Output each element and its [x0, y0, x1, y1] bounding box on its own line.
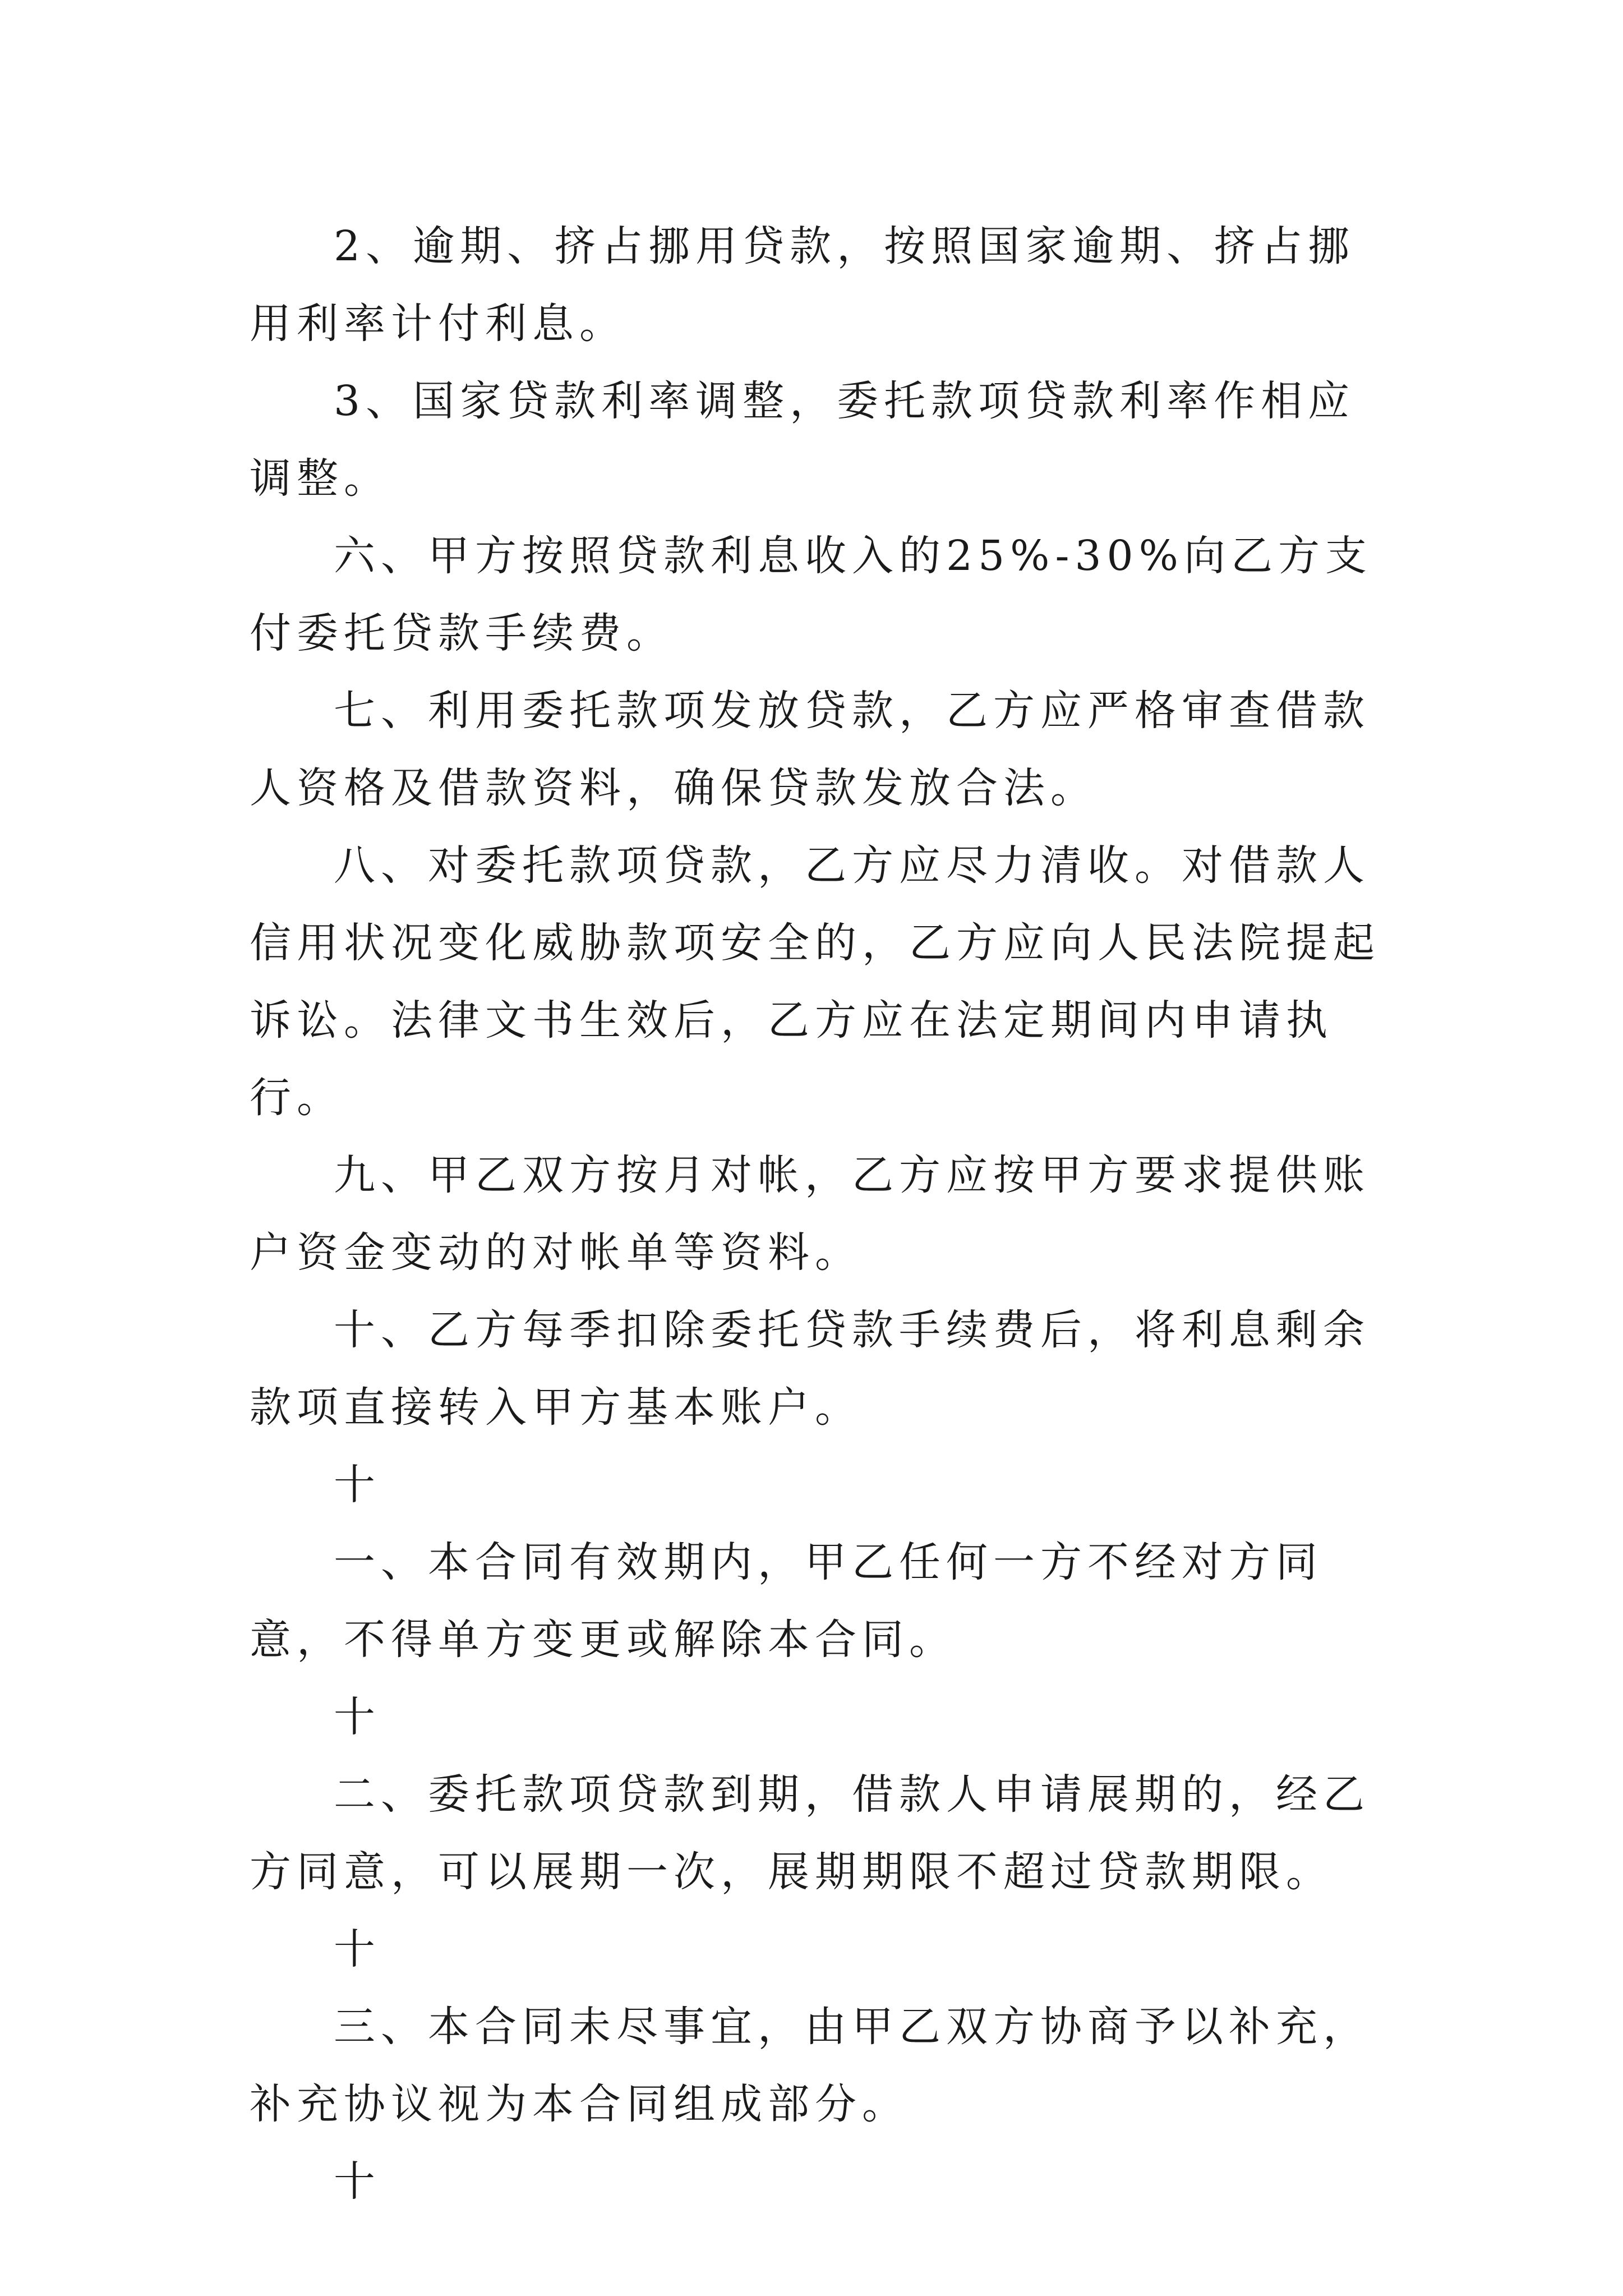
paragraph-clause-7: 七、利用委托款项发放贷款，乙方应严格审查借款人资格及借款资料，确保贷款发放合法。: [250, 687, 1370, 812]
clause-number-fragment: 十: [334, 1925, 381, 1973]
paragraph-clause-10: 十、乙方每季扣除委托贷款手续费后，将利息剩余款项直接转入甲方基本账户。: [250, 1306, 1370, 1432]
clause-number-fragment: 十: [334, 2157, 381, 2206]
clause-number-fragment: 十: [334, 1693, 381, 1741]
paragraph-clause-9: 九、甲乙双方按月对帐，乙方应按甲方要求提供账户资金变动的对帐单等资料。: [250, 1151, 1370, 1277]
paragraph-clause-8: 八、对委托款项贷款，乙方应尽力清收。对借款人信用状况变化威胁款项安全的，乙方应向人民法院提起诉讼。法律文书生效后，乙方应在法定期间内申请执行。: [250, 841, 1380, 1122]
paragraph-clause-6: 六、甲方按照贷款利息收入的25%-30%向乙方支付委托贷款手续费。: [250, 532, 1372, 657]
paragraph-overdue-interest: 2、逾期、挤占挪用贷款，按照国家逾期、挤占挪用利率计付利息。: [250, 222, 1355, 348]
paragraph-clause-13: 三、本合同未尽事宜，由甲乙双方协商予以补充，补充协议视为本合同组成部分。: [250, 2003, 1370, 2128]
clause-number-fragment: 十: [334, 1461, 381, 1509]
paragraph-clause-12: 二、委托款项贷款到期，借款人申请展期的，经乙方同意，可以展期一次，展期期限不超过贷款期限。: [250, 1770, 1370, 1896]
paragraph-rate-adjustment: 3、国家贷款利率调整，委托款项贷款利率作相应调整。: [250, 377, 1355, 503]
document-body: [250, 208, 1394, 2220]
paragraph-clause-11: 一、本合同有效期内，甲乙任何一方不经对方同意，不得单方变更或解除本合同。: [250, 1538, 1323, 1664]
